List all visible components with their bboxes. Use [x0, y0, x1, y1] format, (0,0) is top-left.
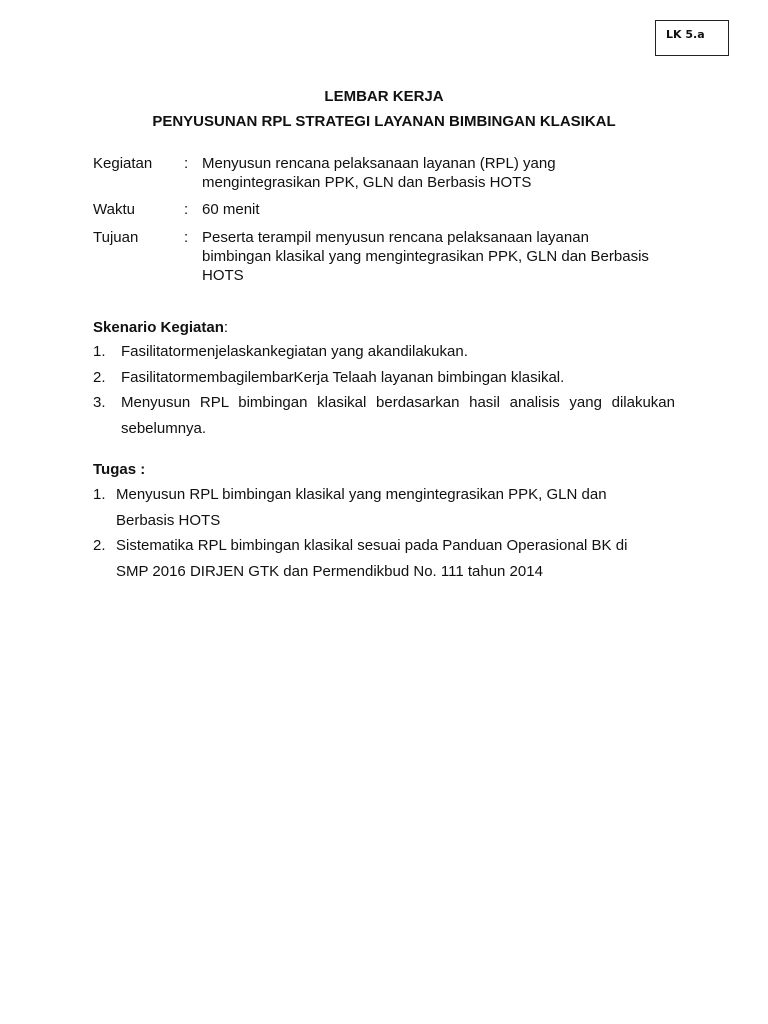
skenario-heading-colon: : — [223, 319, 229, 336]
list-item-text — [116, 533, 676, 585]
info-value-line: HOTS — [202, 267, 244, 284]
list-item-text: FasilitatormembagilembarKerja Telaah layanan bimbingan klasikal. — [121, 369, 565, 386]
info-value-kegiatan — [202, 154, 672, 192]
worksheet-code-box — [655, 20, 729, 56]
info-label-tujuan: Tujuan — [93, 229, 139, 246]
info-value-line: Menyusun rencana pelaksanaan layanan (RPL) yang — [202, 155, 556, 172]
list-item-number: 1. — [93, 486, 106, 503]
list-item-number: 3. — [93, 394, 106, 411]
list-item-line: SMP 2016 DIRJEN GTK dan Permendikbud No. 111 tahun 2014 — [116, 563, 543, 580]
info-value-line: mengintegrasikan PPK, GLN dan Berbasis HOTS — [202, 174, 532, 191]
skenario-heading-text: Skenario Kegiatan — [93, 319, 224, 336]
list-item-line: Menyusun RPL bimbingan klasikal berdasarkan hasil analisis yang dilakukan — [121, 394, 675, 411]
info-value-line: Peserta terampil menyusun rencana pelaksanaan layanan — [202, 229, 589, 246]
list-item-line: sebelumnya. — [121, 420, 207, 437]
document-title: LEMBAR KERJA — [324, 88, 444, 105]
list-item-text — [116, 482, 656, 534]
info-colon: : — [184, 229, 189, 246]
info-label-waktu: Waktu — [93, 201, 135, 218]
list-item-number: 1. — [93, 343, 106, 360]
skenario-heading — [93, 319, 228, 336]
info-label-kegiatan: Kegiatan — [93, 155, 153, 172]
worksheet-code-label: LK 5.a — [666, 28, 705, 41]
info-colon: : — [184, 155, 189, 172]
info-value-tujuan — [202, 228, 672, 285]
document-subtitle: PENYUSUNAN RPL STRATEGI LAYANAN BIMBINGAN KLASIKAL — [152, 113, 616, 130]
tugas-heading: Tugas : — [93, 461, 146, 478]
list-item-text: Fasilitatormenjelaskankegiatan yang akandilakukan. — [121, 343, 468, 360]
list-item-number: 2. — [93, 369, 106, 386]
list-item-line: Sistematika RPL bimbingan klasikal sesuai pada Panduan Operasional BK di — [116, 537, 628, 554]
list-item-line: Berbasis HOTS — [116, 512, 221, 529]
info-colon: : — [184, 201, 189, 218]
list-item-text — [121, 390, 675, 442]
info-value-waktu: 60 menit — [202, 201, 260, 218]
list-item-number: 2. — [93, 537, 106, 554]
info-value-line: bimbingan klasikal yang mengintegrasikan PPK, GLN dan Berbasis — [202, 248, 649, 265]
list-item-line: Menyusun RPL bimbingan klasikal yang mengintegrasikan PPK, GLN dan — [116, 486, 607, 503]
